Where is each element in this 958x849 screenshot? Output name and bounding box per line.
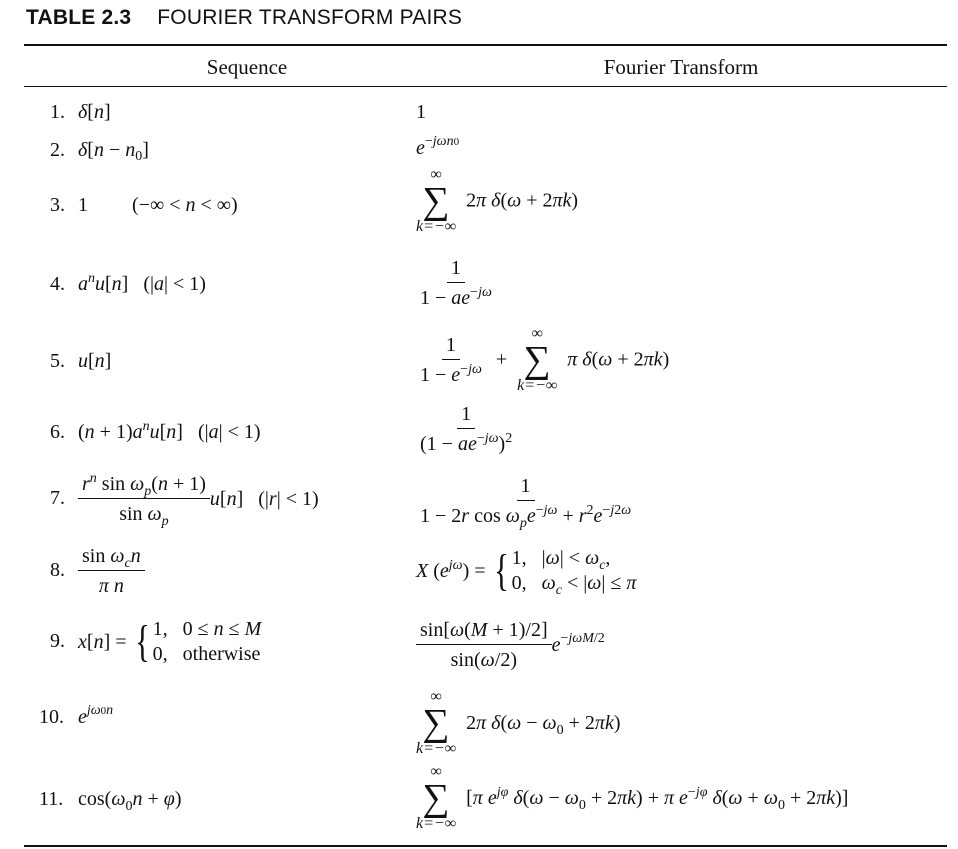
summation-symbol: ∞ ∑ k=−∞ <box>416 166 457 235</box>
left-brace: { <box>493 546 509 595</box>
row-8-transform: X $(e^{j\omega})$ = { 1, $|\omega| < \omega_c$, 0, $\omega_c < |\omega| \le \pi$ <box>416 546 637 598</box>
summation-symbol: ∞ ∑ k=−∞ <box>517 325 558 394</box>
row-9-sequence: 9. x[n] = { 1, 0 ≤ n ≤ M 0, otherwise <box>50 617 262 666</box>
row-7-transform <box>416 475 635 531</box>
row-3-transform: ∞ ∑ k=−∞ 2π δ(ω + 2πk) <box>416 166 579 235</box>
row-11-sequence: 11. $\cos(\omega_0n + \varphi)$ <box>39 788 182 814</box>
row-11-transform: ∞ ∑ k=−∞ [π $e^{j\varphi}$ $\delta(\omega - \omega_0 + 2\pi k) + \pi$ $e^{-j\varphi}$ $\delta(\omega + \omega_0 + 2\pi k)$] <box>416 763 849 832</box>
row-3-index: 3. <box>50 194 65 216</box>
fraction: $\frac{1}{(1 - ae^{-j\omega})^2}$ <box>420 403 513 455</box>
row-4-sequence: 4. $a^nu[n] (|a| < 1)$ <box>50 271 206 295</box>
header-fourier-transform: Fourier Transform <box>603 55 759 79</box>
row-1-sequence: 1. δ[n] <box>50 101 111 123</box>
table-title: FOURIER TRANSFORM PAIRS <box>157 6 463 29</box>
fraction: $\frac{1}{1 - e^{-j\omega}}$ <box>420 333 482 386</box>
row-11-index: 11. <box>39 788 64 810</box>
row-4-transform <box>416 258 496 308</box>
row-10-sequence: 10. $e^{j\omega 0n}$ <box>39 703 114 728</box>
row-2-sequence: 2. $\delta[n - n_0]$ <box>50 139 149 164</box>
header-rule <box>24 86 947 87</box>
row-2-index: 2. <box>50 139 65 161</box>
row-7-index: 7. <box>50 486 65 509</box>
row-8-index: 8. <box>50 558 65 581</box>
row-9-transform: $\frac{\sin[\omega(M + 1)/2]}{\sin(\omega/2)}$ $e^{-j\omega M/2}$ <box>416 620 605 670</box>
row-3-sequence: 3. 1 (−∞ < n < ∞) <box>50 194 238 216</box>
cases: 1, $|\omega| < \omega_c$, 0, $\omega_c < |\omega| \le \pi$ <box>511 547 637 598</box>
summation-symbol: ∞ ∑ k=−∞ <box>416 763 457 832</box>
row-1-transform: 1 <box>416 101 426 123</box>
row-5-sequence: 5. u[n] <box>50 350 112 372</box>
row-1-index: 1. <box>50 101 65 123</box>
row-7-sequence: 7. $\frac{r^n \sin \omega_p(n + 1)}{\sin \omega_p}$ u[n] (|r| < 1) <box>50 471 319 529</box>
fraction: $\frac{\sin \omega_cn}{\text{π n}}$ <box>78 546 145 596</box>
fraction: $\frac{r^n \sin \omega_p(n + 1)}{\sin \omega_p}$ <box>78 474 210 524</box>
top-rule <box>24 44 947 46</box>
summation-symbol: ∞ ∑ k=−∞ <box>416 688 457 757</box>
table-label: TABLE 2.3 <box>26 6 132 29</box>
row-6-transform <box>416 404 516 454</box>
row-5-transform: $\frac{1}{1 - e^{-j\omega}}$ + ∞ ∑ k=−∞ π δ(ω + 2πk) <box>416 325 669 394</box>
row-4-index: 4. <box>50 273 65 295</box>
row-10-transform: ∞ ∑ k=−∞ 2π $\delta(\omega - \omega_0 + 2\pi k)$ <box>416 688 621 757</box>
row-5-index: 5. <box>50 350 65 372</box>
row-9-index: 9. <box>50 629 65 652</box>
fraction: $\frac{1}{1 - 2r \cos \omega_pe^{-j\omega} + r^2e^{-j2\omega}}$ <box>420 475 632 531</box>
header-sequence: Sequence <box>206 55 288 79</box>
row-2-transform: $e^{-j\omega n0}$ <box>416 134 460 159</box>
fraction: $\frac{\sin[\omega(M + 1)/2]}{\sin(\omega/2)}$ <box>416 620 552 670</box>
row-10-index: 10. <box>39 706 64 728</box>
cases: 1, 0 ≤ n ≤ M 0, otherwise <box>152 618 262 665</box>
left-brace: { <box>134 617 150 666</box>
row-8-sequence <box>50 546 145 596</box>
otherwise-label: otherwise <box>182 643 261 665</box>
fraction: $\frac{1}{1 - ae^{-j\omega}}$ <box>420 257 492 309</box>
bottom-rule <box>24 845 947 847</box>
table-caption <box>26 6 462 30</box>
row-6-sequence: 6. $(n + 1)a^nu[n] (|a| < 1)$ <box>50 419 261 443</box>
row-6-index: 6. <box>50 421 65 443</box>
